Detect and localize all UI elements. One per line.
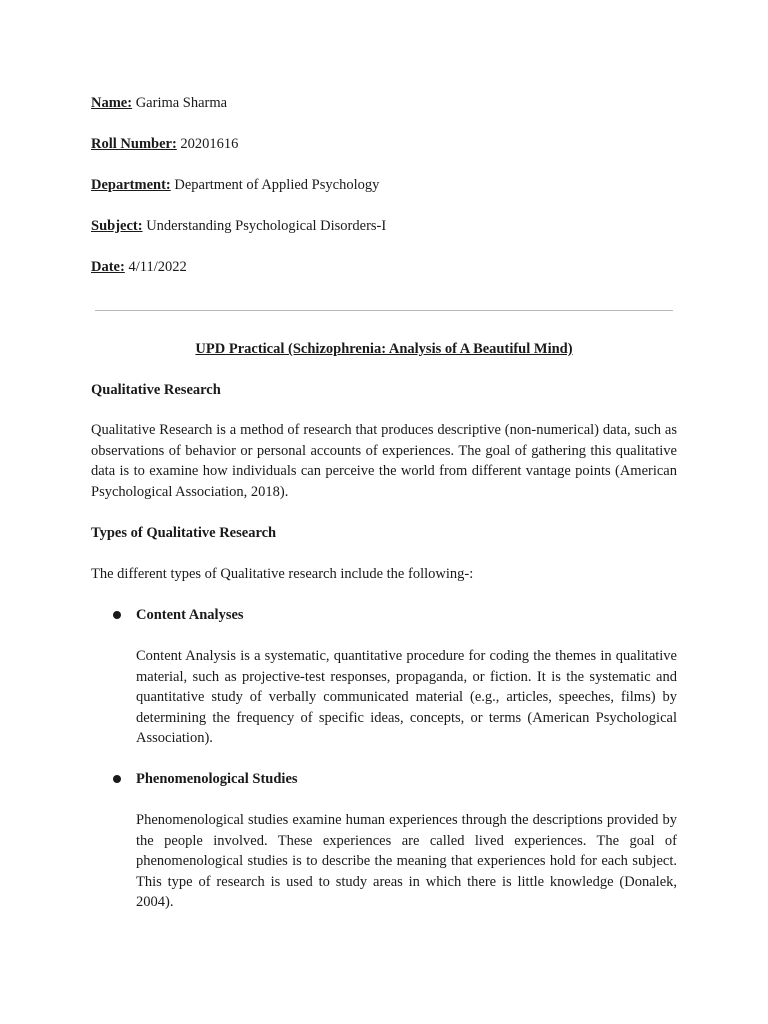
department-value: Department of Applied Psychology (170, 177, 380, 193)
types-intro-paragraph: The different types of Qualitative research include the following-: (91, 566, 474, 582)
section-heading-types-of-qualitative-research: Types of Qualitative Research (91, 525, 277, 541)
name-value: Garima Sharma (132, 95, 228, 111)
department-label: Department: (91, 177, 171, 193)
name-label: Name: (91, 95, 133, 111)
phenomenological-studies-paragraph: Phenomenological studies examine human experiences through the descriptions provided by the people involved. These experiences are called lived experiences. The goal of phenomenological studies is to describe the meaning that experiences hold for each subject. This type of research is used to study areas in which there is little knowledge (Donalek, 2004). (136, 812, 677, 910)
subject-value: Understanding Psychological Disorders-I (142, 218, 387, 234)
content-analyses-paragraph: Content Analysis is a systematic, quantitative procedure for coding the themes in qualitative material, such as projective-test responses, propaganda, or fiction. It is the systematic and quantitative study of verbally communicated material (e.g., articles, speeches, films) by determining the frequency of specific ideas, concepts, or terms (American Psychological Association). (136, 648, 677, 746)
subject-line (91, 217, 386, 235)
roll-number-line (91, 135, 238, 153)
date-line (91, 258, 187, 276)
document-title: UPD Practical (Schizophrenia: Analysis of A Beautiful Mind) (195, 341, 573, 357)
subject-label: Subject: (91, 218, 143, 234)
section-heading-qualitative-research: Qualitative Research (91, 382, 221, 398)
horizontal-divider (95, 310, 673, 311)
roll-number-value: 20201616 (176, 136, 239, 152)
qualitative-research-paragraph: Qualitative Research is a method of research that produces descriptive (non-numerical) data, such as observations of behavior or personal accounts of experiences. The goal of gathering this qualitative data is to examine how individuals can perceive the world from different vantage points (American Psychological Association, 2018). (91, 422, 677, 500)
name-line (91, 94, 227, 112)
bullet-dot-icon (113, 775, 121, 783)
roll-number-label: Roll Number: (91, 136, 177, 152)
bullet-dot-icon (113, 611, 121, 619)
bullet-heading-phenomenological-studies: Phenomenological Studies (136, 771, 298, 787)
date-value: 4/11/2022 (124, 259, 187, 275)
department-line (91, 176, 379, 194)
bullet-heading-content-analyses: Content Analyses (136, 607, 244, 623)
date-label: Date: (91, 259, 125, 275)
